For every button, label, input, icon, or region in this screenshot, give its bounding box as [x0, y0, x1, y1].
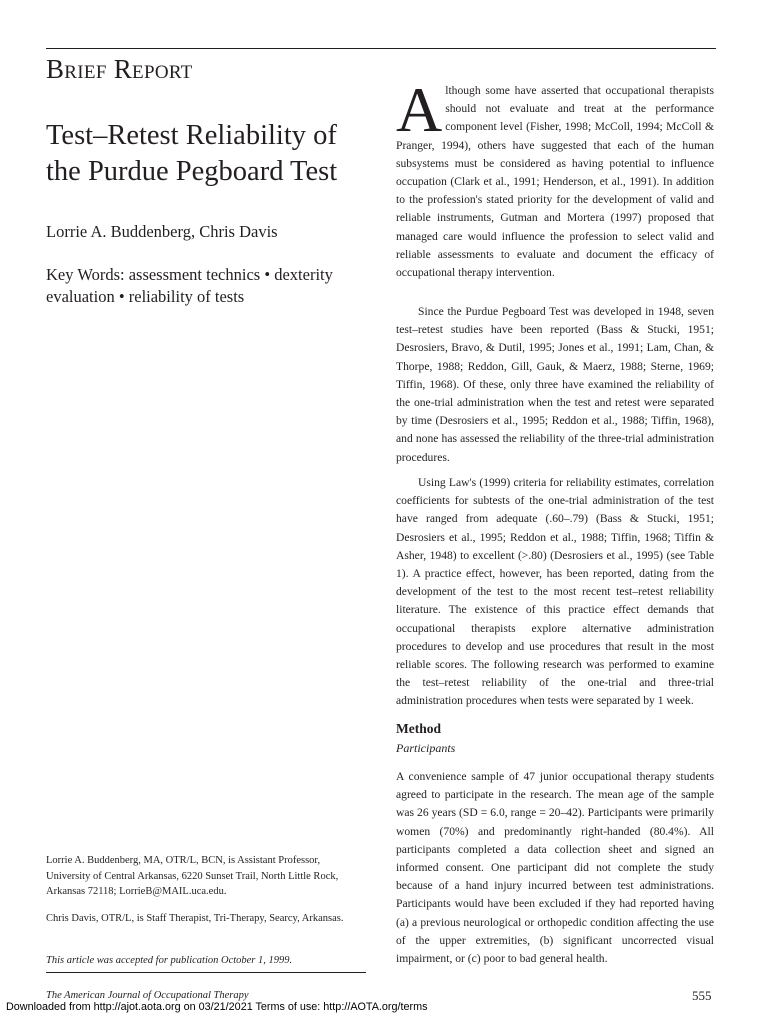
method-heading: Method — [396, 721, 441, 736]
top-rule — [46, 48, 716, 49]
drop-cap: A — [396, 74, 443, 145]
paragraph-reliability — [396, 474, 714, 711]
intro-paragraph — [396, 74, 714, 282]
page-number: 555 — [692, 988, 712, 1003]
paragraph-history — [396, 303, 714, 467]
keywords: Key Words: assessment technics • dexterity evaluation • reliability of tests — [46, 265, 333, 306]
paragraph-reliability-text: Using Law's (1999) criteria for reliability estimates, correlation coefficients for subtests of the one-trial administration of the test have ranged from adequate (.60–.79) (Bass & Stucki, 1951; Desrosiers et al., 1995; Reddon et al., 1988; Tiffin, 1968; Tiffin & Asher, 1948) to excellent (>.80) (Desrosiers et al., 1995) (see Table 1). A practice effect, however, has been reported, dating from the development of the test to the most recent test–retest reliability literature. The existence of this practice effect demands that occupational therapists explore alternative administration procedures to develop and use procedures that result in the most reliable scores. The following research was performed to examine the test–retest reliability of the one-trial and three-trial administration procedures when tests were separated by 1 week. — [396, 476, 714, 708]
journal-name: The American Journal of Occupational Therapy — [46, 990, 249, 1001]
intro-text: lthough some have asserted that occupational therapists should not evaluate and treat at the performance component level (Fisher, 1998; McColl, 1994; McColl & Pranger, 1994), others have suggested that each of the human subsystems must be considered as having potential to influence occupation (Clark et al., 1991; Henderson, et al., 1991). In addition to the profession's stated priority for the development of valid and reliable instruments, Gutman and Mortera (1997) proposed that managed care would influence the profession to select valid and reliable assessments to evaluate and document the efficacy of occupational therapy intervention. — [396, 84, 714, 280]
paragraph-participants — [396, 768, 714, 968]
article-title: Test–Retest Reliability of the Purdue Pegboard Test — [46, 120, 338, 187]
acceptance-note: This article was accepted for publication October 1, 1999. — [46, 955, 293, 966]
section-label: Brief Report — [46, 54, 193, 84]
participants-subheading: Participants — [396, 741, 456, 755]
authors: Lorrie A. Buddenberg, Chris Davis — [46, 222, 278, 241]
paragraph-history-text: Since the Purdue Pegboard Test was developed in 1948, seven test–retest studies have been reported (Bass & Stucki, 1951; Desrosiers, Bravo, & Dutil, 1995; Jones et al., 1991; Lam, Chan, & Thorpe, 1988; Reddon, Gill, Gauk, & Maerz, 1988; Sterne, 1969; Tiffin, 1968). Of these, only three have examined the reliability of the one-trial administration when the test and retest were separated by time (Desrosiers et al., 1995; Reddon et al., 1988; Tiffin, 1968), and none has assessed the reliability of the three-trial administration procedures. — [396, 305, 714, 464]
download-notice: Downloaded from http://ajot.aota.org on 03/21/2021 Terms of use: http://AOTA.org/terms — [6, 1001, 428, 1013]
footnote-rule — [46, 972, 366, 973]
author-affiliation-1: Lorrie A. Buddenberg, MA, OTR/L, BCN, is Assistant Professor, University of Central Arkansas, 6220 Sunset Trail, North Little Rock, Arkansas 72118; LorrieB@MAIL.uca.edu. — [46, 855, 339, 897]
author-affiliation-2: Chris Davis, OTR/L, is Staff Therapist, Tri-Therapy, Searcy, Arkansas. — [46, 913, 344, 924]
paragraph-participants-text: A convenience sample of 47 junior occupational therapy students agreed to participate in the research. The mean age of the sample was 26 years (SD = 6.0, range = 20–42). Participants were primarily women (70%) and predominantly right-handed (80.4%). All participants completed a data collection sheet and signed an informed consent. One participant did not complete the study because of a hand injury incurred between test administrations. Participants would have been excluded if they had reported having (a) a previous neurological or orthopedic condition affecting the use of the upper extremities, (b) significant uncorrected visual impairment, or (c) poor to bad general health. — [396, 770, 714, 966]
